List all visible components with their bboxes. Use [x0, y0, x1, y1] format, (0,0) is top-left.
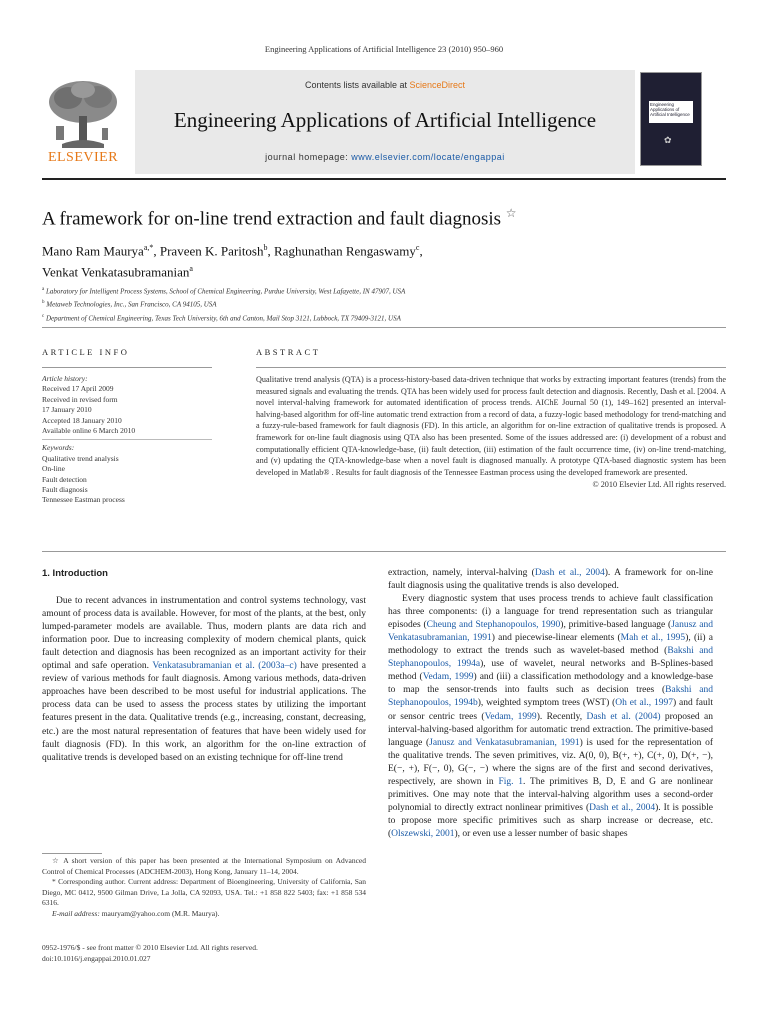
section-divider	[42, 551, 726, 552]
citation-link[interactable]: Bakshi and Stephanopoulos, 1994a	[388, 646, 714, 670]
citation-link[interactable]: Oh et al., 1997	[615, 698, 673, 709]
author-name[interactable]: Venkat Venkatasubramanian	[42, 264, 190, 280]
citation-link[interactable]: Mah et al., 1995	[620, 633, 686, 644]
citation-link[interactable]: Olszewski, 2001	[391, 828, 455, 839]
author-affil-mark: a,*	[143, 243, 154, 252]
history-label: Article history:	[42, 374, 88, 383]
abstract-copyright: © 2010 Elsevier Ltd. All rights reserved.	[592, 480, 726, 490]
footnotes	[42, 856, 366, 919]
intro-paragraph: Due to recent advances in instrumentation and control systems technology, vast amount of process data is available. However, for most of the plants, at the best, only lumped-parameter models are available. Thus, modern plants are data rich and information poor. Due to increasing complexity of modern chemical plants, quick fault detection and diagnosis has been recognized as an important activity for their optimal and safe operation. Venkatasubramanian et al. (2003a–c) have presented a review of various methods for fault diagnosis. Among various methods, data-driven approaches have been described to be most useful for industrial applications. The process data can be used to assess the process states by utilizing the important features present in the data. Qualitative trends (e.g., increasing, constant, decreasing, etc.) are the most natural representation of features that have been widely used for fault diagnosis (FD). In this work, an algorithm for the on-line extraction of qualitative trends is developed based on an existing technique for off-line trend	[42, 596, 367, 763]
history-item: Received in revised form	[42, 394, 118, 404]
header-rule	[42, 178, 726, 180]
citation-link[interactable]: Venkatasubramanian et al. (2003a–c)	[152, 661, 297, 672]
publisher-name: ELSEVIER	[47, 150, 119, 165]
citation-link[interactable]: Janusz and Venkatasubramanian, 1991	[388, 620, 713, 644]
citation-link[interactable]: Cheung and Stephanopoulos, 1990	[426, 620, 561, 631]
keyword: Fault detection	[42, 474, 87, 484]
homepage-link[interactable]: www.elsevier.com/locate/engappai	[351, 152, 505, 162]
affiliation: $^c$ Department of Chemical Engineering, Texas Tech University, 6th and Canton, Mail Stop 3121, Lubbock, TX 79409-3121, USA	[42, 313, 401, 322]
history-item: Accepted 18 January 2010	[42, 415, 122, 425]
journal-banner	[135, 70, 635, 174]
affiliation: $^a$ Laboratory for Intelligent Process Systems, School of Chemical Engineering, Purdue University, West Lafayette, IN 47907, USA	[42, 287, 406, 296]
intro-heading: 1. Introduction	[42, 568, 108, 579]
citation-link[interactable]: Dash et al., 2004	[534, 568, 605, 578]
author-affil-mark: b	[263, 243, 268, 252]
abstract-text: Qualitative trend analysis (QTA) is a process-history-based data-driven technique that works by extracting important features (trends) from the measured signals and evaluating the trends. QTA has been widely used for process fault detection and diagnosis. Recently, Dash et al. [2004. A novel interval-halving framework for automated identification of process trends. AIChE Journal 50 (1), 149–162] presented an interval-halving-based algorithm for off-line automatic trend extraction from a record of data, a fuzzy-logic based methodology for trend-matching and a fuzzy-rule-based framework for fault diagnosis (FD). In this article, an algorithm for on-line extraction of qualitative trends is proposed. A framework for on-line fault diagnosis using QTA also has been presented. Some of the issues addressed are: (i) development of a robust and computationally efficient QTA-knowledge-base, (ii) fault detection, (iii) estimation of the fault occurrence time, (iv) on-line trend-matching, and (v) updating the QTA-knowledge-base when a novel fault is diagnosed manually. A prototype QTA-based diagnostic system has been developed in Matlab® . Results for fault diagnosis of the Tennessee Eastman process using the developed framework are presented.	[256, 375, 726, 477]
email-footnote: E-mail address: mauryam@yahoo.com (M.R. Maurya).	[52, 908, 220, 918]
author-affil-mark: a	[189, 264, 193, 274]
paragraph: Every diagnostic system that uses process trends to achieve fault classification has three components: (i) a language for trend representation such as triangular episodes (Cheung and Stephanopoulos, 1990), primitive-based language (Janusz and Venkatasubramanian, 1991) and piecewise-linear elements (Mah et al., 1995), (ii) a methodology to extract the trends such as wavelet-based method (Bakshi and Stephanopoulos, 1994a), use of wavelet, neural networks and B-Splines-based method (Vedam, 1999) and (iii) a classification methodology and a knowledge-base to map the sensor-trends into faults such as decision trees (Bakshi and Stephanopoulos, 1994b), weighted symptom trees (WST) (Oh et al., 1997) and fault or sensor centric trees (Vedam, 1999). Recently, Dash et al. (2004) proposed an interval-halving-based algorithm for automatic trend extraction. The primitive-based language (Janusz and Venkatasubramanian, 1991) is used for the representation of the qualitative trends. The seven primitives, viz. A(0, 0), B(+, +), C(+, 0), D(+, −), E(−, +), F(−, 0), G(−, −) where the signs are of the first and second derivatives, respectively, are shown in Fig. 1. The primitives B, D, E and G are nonlinear primitives. One may note that the interval-halving algorithm uses a second-order polynomial to directly extract nonlinear primitives (Dash et al., 2004). It is possible to propose more specific primitives such as sharp increase or decrease, etc. (Olszewski, 2001), or even use a lesser number of basic shapes	[388, 594, 714, 839]
contents-prefix: Contents lists available at	[304, 80, 410, 90]
history-item: 17 January 2010	[42, 405, 92, 415]
journal-homepage	[135, 152, 635, 162]
keyword: Tennessee Eastman process	[42, 495, 125, 505]
section-divider	[42, 327, 726, 328]
keywords-label: Keywords:	[42, 443, 75, 453]
author-affil-mark: c	[415, 243, 420, 252]
citation-link[interactable]: Bakshi and Stephanopoulos, 1994b	[388, 685, 713, 709]
footnote-rule	[42, 853, 102, 854]
running-header: Engineering Applications of Artificial Intelligence 23 (2010) 950–960	[264, 44, 504, 54]
keyword: Fault diagnosis	[42, 485, 88, 495]
abstract-heading: ABSTRACT	[256, 347, 321, 357]
front-matter	[42, 942, 382, 964]
article-info	[42, 367, 212, 506]
affiliations	[42, 284, 726, 324]
author-name[interactable]: Raghunathan Rengaswamy	[274, 243, 416, 259]
cover-title: Engineering Applications of Artificial Intelligence	[649, 101, 693, 123]
homepage-prefix: journal homepage:	[265, 152, 352, 162]
contents-line	[135, 80, 635, 90]
citation-link[interactable]: Dash et al., 2004	[589, 802, 656, 813]
article-title	[42, 206, 726, 230]
doi-line[interactable]: doi:10.1016/j.engappai.2010.01.027	[42, 954, 151, 963]
title-footnote-mark[interactable]: ☆	[505, 206, 517, 220]
journal-cover-image	[640, 72, 702, 166]
keyword: Qualitative trend analysis	[42, 453, 119, 463]
cover-emblem-icon: ✿	[664, 135, 672, 145]
affiliation: $^b$ Metaweb Technologies, Inc., San Francisco, CA 94105, USA	[42, 300, 217, 309]
footnote: * Corresponding author. Current address: Department of Bioengineering, University of California, San Diego, MC 0412, 9500 Gilman Drive, La Jolla, CA 92093, USA. Tel.: +1 858 822 5403; fax: +1 858 534 6316.	[42, 877, 367, 907]
citation-link[interactable]: Janusz and Venkatasubramanian, 1991	[429, 737, 580, 748]
history-item: Received 17 April 2009	[42, 384, 114, 394]
paragraph: extraction, namely, interval-halving (Dash et al., 2004). A framework for on-line fault diagnosis using the qualitative trends is also developed.	[388, 568, 713, 592]
author-name[interactable]: Mano Ram Maurya	[42, 243, 144, 259]
email-link[interactable]: mauryam@yahoo.com (M.R. Maurya).	[99, 908, 220, 918]
citation-link[interactable]: Vedam, 1999	[484, 711, 537, 722]
abstract	[256, 367, 726, 489]
footnote: ☆ A short version of this paper has been presented at the International Symposium on Advanced Control of Chemical Processes (ADCHEM-2003), Hong Kong, January 11–14, 2004.	[42, 856, 366, 876]
intro-right-column	[388, 567, 713, 841]
issn-line: 0952-1976/$ - see front matter © 2010 Elsevier Ltd. All rights reserved.	[42, 943, 258, 952]
keyword: On-line	[42, 464, 65, 474]
history-item: Available online 6 March 2010	[42, 426, 136, 436]
article-info-heading: ARTICLE INFO	[42, 347, 130, 357]
citation-link[interactable]: Vedam, 1999	[422, 672, 474, 683]
journal-header	[42, 70, 726, 174]
citation-link[interactable]: Dash et al. (2004)	[586, 711, 661, 722]
figure-link[interactable]: Fig. 1	[498, 776, 523, 787]
sciencedirect-link[interactable]: ScienceDirect	[409, 80, 466, 90]
author-name[interactable]: Praveen K. Paritosh	[159, 243, 264, 259]
journal-title: Engineering Applications of Artificial Intelligence	[173, 108, 597, 132]
intro-left-column	[42, 567, 366, 765]
article-title-text: A framework for on-line trend extraction and fault diagnosis	[42, 208, 502, 230]
author-list: Mano Ram Maurya$^{a,*}$, Praveen K. Paritosh$^b$, Raghunathan Rengaswamy$^c$, Venkat Venkatasubramanian$^a$	[42, 243, 423, 280]
